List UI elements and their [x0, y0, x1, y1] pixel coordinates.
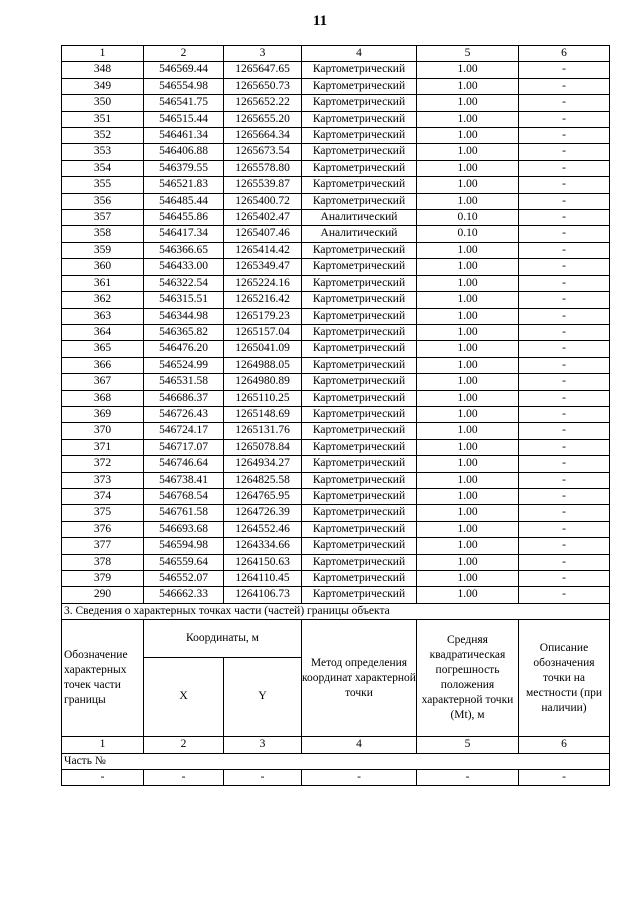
table-cell: 546569.44 [144, 62, 224, 78]
table-cell: 1265655.20 [224, 111, 302, 127]
table-cell: Картометрический [302, 538, 417, 554]
table-cell: - [519, 62, 610, 78]
table-cell: 1.00 [417, 488, 519, 504]
table-cell: 1.00 [417, 341, 519, 357]
table-cell: - [519, 128, 610, 144]
table-cell: - [519, 210, 610, 226]
table-row [62, 128, 610, 144]
table-cell: 363 [62, 308, 144, 324]
table-cell: 546594.98 [144, 538, 224, 554]
table-cell: 1264765.95 [224, 488, 302, 504]
table-cell: 1265148.69 [224, 406, 302, 422]
table-cell: 1265673.54 [224, 144, 302, 160]
table-cell: 546417.34 [144, 226, 224, 242]
table-cell: 0.10 [417, 210, 519, 226]
table-cell: 1.00 [417, 308, 519, 324]
table-cell: 546552.07 [144, 571, 224, 587]
table-cell: Картометрический [302, 78, 417, 94]
table-cell: 1264110.45 [224, 571, 302, 587]
table-cell: 1265402.47 [224, 210, 302, 226]
table-cell: - [519, 374, 610, 390]
table-cell: 364 [62, 324, 144, 340]
table-cell: - [519, 177, 610, 193]
table-cell: - [519, 275, 610, 291]
table-cell: 348 [62, 62, 144, 78]
table-cell: - [519, 390, 610, 406]
table-cell: - [519, 521, 610, 537]
table-row [62, 456, 610, 472]
table-cell: Картометрический [302, 144, 417, 160]
table-cell: 370 [62, 423, 144, 439]
table-cell: 366 [62, 357, 144, 373]
part-label: Часть № [62, 753, 610, 769]
table-cell: 546406.88 [144, 144, 224, 160]
table-cell: 1264825.58 [224, 472, 302, 488]
table-row [62, 95, 610, 111]
table-cell: 1.00 [417, 259, 519, 275]
table-cell: 1265157.04 [224, 324, 302, 340]
table-cell: 359 [62, 242, 144, 258]
table-cell: Картометрический [302, 406, 417, 422]
table-cell: 1.00 [417, 193, 519, 209]
table-cell: - [519, 226, 610, 242]
section3-title-row [62, 603, 610, 619]
table-cell: 355 [62, 177, 144, 193]
table-row [62, 210, 610, 226]
header-y: Y [224, 657, 302, 737]
table-cell: 368 [62, 390, 144, 406]
empty-row: - - - - - - [62, 770, 610, 786]
table-cell: 546738.41 [144, 472, 224, 488]
table-cell: - [519, 144, 610, 160]
table-cell: 1265407.46 [224, 226, 302, 242]
table-cell: Картометрический [302, 341, 417, 357]
table-cell: 352 [62, 128, 144, 144]
table-cell: - [519, 324, 610, 340]
table-cell: 546724.17 [144, 423, 224, 439]
table-cell: - [519, 292, 610, 308]
table-cell: Картометрический [302, 587, 417, 603]
table-cell: - [519, 341, 610, 357]
table-cell: Картометрический [302, 62, 417, 78]
table-cell: 378 [62, 554, 144, 570]
table-row [62, 439, 610, 455]
table-cell: 546554.98 [144, 78, 224, 94]
table-cell: Картометрический [302, 505, 417, 521]
table-cell: 349 [62, 78, 144, 94]
header-description: Описание обозначения точки на местности (при наличии) [519, 620, 610, 737]
header-error: Средняя квадратическая погрешность положения характерной точки (Mt), м [417, 620, 519, 737]
table-cell: 546761.58 [144, 505, 224, 521]
table-cell: 1.00 [417, 439, 519, 455]
table-cell: - [519, 259, 610, 275]
table-cell: 546524.99 [144, 357, 224, 373]
table-cell: 1.00 [417, 406, 519, 422]
table-cell: 1.00 [417, 423, 519, 439]
table-cell: 1.00 [417, 472, 519, 488]
page-number: 11 [312, 13, 328, 29]
table-cell: 1.00 [417, 390, 519, 406]
table-row [62, 374, 610, 390]
table-cell: 1265664.34 [224, 128, 302, 144]
table-cell: 1265578.80 [224, 160, 302, 176]
table-row [62, 488, 610, 504]
table-row [62, 587, 610, 603]
table-cell: 546531.58 [144, 374, 224, 390]
table-row [62, 226, 610, 242]
table-cell: 1.00 [417, 275, 519, 291]
table-cell: 1265539.87 [224, 177, 302, 193]
table-cell: 1264934.27 [224, 456, 302, 472]
table-row [62, 538, 610, 554]
table-cell: 1265041.09 [224, 341, 302, 357]
table-row [62, 160, 610, 176]
table-row [62, 571, 610, 587]
table-cell: 546485.44 [144, 193, 224, 209]
table-cell: Картометрический [302, 111, 417, 127]
table-cell: 546726.43 [144, 406, 224, 422]
table-cell: - [519, 423, 610, 439]
table-cell: 376 [62, 521, 144, 537]
table-cell: 546686.37 [144, 390, 224, 406]
table-cell: 546366.65 [144, 242, 224, 258]
table-cell: 350 [62, 95, 144, 111]
table-cell: 379 [62, 571, 144, 587]
table-cell: 1265078.84 [224, 439, 302, 455]
table-cell: 1.00 [417, 242, 519, 258]
table-cell: 367 [62, 374, 144, 390]
table-row [62, 259, 610, 275]
table-row [62, 242, 610, 258]
table-cell: 1265647.65 [224, 62, 302, 78]
table-cell: Картометрический [302, 324, 417, 340]
table-cell: 1264150.63 [224, 554, 302, 570]
table-cell: Картометрический [302, 357, 417, 373]
table-cell: 1.00 [417, 62, 519, 78]
table-cell: 354 [62, 160, 144, 176]
table-cell: Картометрический [302, 128, 417, 144]
table-cell: 1264726.39 [224, 505, 302, 521]
table-cell: 1.00 [417, 160, 519, 176]
column-number-row: 1 2 3 4 5 6 [62, 46, 610, 62]
table-cell: 372 [62, 456, 144, 472]
table-cell: 546365.82 [144, 324, 224, 340]
table-cell: - [519, 193, 610, 209]
table-cell: 1264106.73 [224, 587, 302, 603]
table-cell: Аналитический [302, 226, 417, 242]
table-cell: 375 [62, 505, 144, 521]
table-cell: 1264980.89 [224, 374, 302, 390]
table-cell: 361 [62, 275, 144, 291]
table-cell: 546379.55 [144, 160, 224, 176]
table-cell: 369 [62, 406, 144, 422]
table-row [62, 423, 610, 439]
table-cell: Картометрический [302, 308, 417, 324]
table-cell: 546768.54 [144, 488, 224, 504]
table-cell: 374 [62, 488, 144, 504]
header-method: Метод определения координат характерной точки [302, 620, 417, 737]
table-cell: 546717.07 [144, 439, 224, 455]
table-cell: 1.00 [417, 505, 519, 521]
table-cell: 546693.68 [144, 521, 224, 537]
table-row [62, 341, 610, 357]
table-cell: 546746.64 [144, 456, 224, 472]
table-row [62, 292, 610, 308]
table-cell: 1265131.76 [224, 423, 302, 439]
table-cell: 1265179.23 [224, 308, 302, 324]
table-cell: 546515.44 [144, 111, 224, 127]
table-cell: 1.00 [417, 324, 519, 340]
table-cell: Картометрический [302, 177, 417, 193]
table-cell: 1.00 [417, 177, 519, 193]
table-cell: - [519, 439, 610, 455]
table-cell: - [519, 406, 610, 422]
table-cell: 546322.54 [144, 275, 224, 291]
table-cell: 1265224.16 [224, 275, 302, 291]
table-row [62, 554, 610, 570]
table-row [62, 62, 610, 78]
table-row [62, 144, 610, 160]
table-cell: Картометрический [302, 374, 417, 390]
table-row [62, 177, 610, 193]
table-cell: 546315.51 [144, 292, 224, 308]
table-cell: - [519, 357, 610, 373]
table-cell: 358 [62, 226, 144, 242]
table-cell: - [519, 242, 610, 258]
table-cell: 1265414.42 [224, 242, 302, 258]
table-cell: 546559.64 [144, 554, 224, 570]
table-cell: - [519, 571, 610, 587]
table-row [62, 390, 610, 406]
table-row [62, 193, 610, 209]
table-cell: Картометрический [302, 554, 417, 570]
table-row [62, 78, 610, 94]
table-cell: 373 [62, 472, 144, 488]
table-cell: - [519, 456, 610, 472]
section3-column-number-row: 1 2 3 4 5 6 [62, 737, 610, 753]
table-cell: 546476.20 [144, 341, 224, 357]
table-cell: 356 [62, 193, 144, 209]
header-x: X [144, 657, 224, 737]
table-cell: - [519, 538, 610, 554]
table-cell: 546455.86 [144, 210, 224, 226]
table-row [62, 406, 610, 422]
table-cell: 1265110.25 [224, 390, 302, 406]
table-cell: Картометрический [302, 571, 417, 587]
table-cell: 546541.75 [144, 95, 224, 111]
table-cell: 1.00 [417, 587, 519, 603]
table-cell: - [519, 505, 610, 521]
table-cell: 1264988.05 [224, 357, 302, 373]
table-cell: 0.10 [417, 226, 519, 242]
table-row [62, 505, 610, 521]
table-cell: 351 [62, 111, 144, 127]
table-cell: Картометрический [302, 160, 417, 176]
table-cell: 546521.83 [144, 177, 224, 193]
table-cell: 1.00 [417, 111, 519, 127]
table-cell: Картометрический [302, 439, 417, 455]
table-cell: 546461.34 [144, 128, 224, 144]
table-cell: 1.00 [417, 144, 519, 160]
table-cell: Картометрический [302, 488, 417, 504]
table-cell: 1264552.46 [224, 521, 302, 537]
table-cell: Картометрический [302, 390, 417, 406]
header-coordinates: Координаты, м [144, 620, 302, 657]
table-cell: Картометрический [302, 423, 417, 439]
part-label-row [62, 753, 610, 769]
table-cell: 365 [62, 341, 144, 357]
table-cell: 1265400.72 [224, 193, 302, 209]
table-cell: 1.00 [417, 95, 519, 111]
table-cell: 1265349.47 [224, 259, 302, 275]
header-designation: Обозначение характерных точек части границы [62, 620, 144, 737]
table-cell: 1.00 [417, 128, 519, 144]
table-cell: Картометрический [302, 275, 417, 291]
table-cell: 353 [62, 144, 144, 160]
points-table [61, 45, 610, 786]
table-cell: - [519, 95, 610, 111]
table-row [62, 472, 610, 488]
table-cell: 1.00 [417, 538, 519, 554]
table-row [62, 111, 610, 127]
table-cell: 290 [62, 587, 144, 603]
table-cell: 1.00 [417, 357, 519, 373]
section3-title: 3. Сведения о характерных точках части (частей) границы объекта [62, 603, 610, 619]
table-cell: 546433.00 [144, 259, 224, 275]
table-cell: Картометрический [302, 292, 417, 308]
table-cell: Картометрический [302, 95, 417, 111]
table-cell: - [519, 587, 610, 603]
table-cell: - [519, 472, 610, 488]
table-cell: 362 [62, 292, 144, 308]
table-row [62, 521, 610, 537]
table-cell: 1265216.42 [224, 292, 302, 308]
table-row [62, 357, 610, 373]
table-cell: 357 [62, 210, 144, 226]
table-cell: 1.00 [417, 78, 519, 94]
table-cell: - [519, 554, 610, 570]
table-cell: - [519, 488, 610, 504]
table-cell: Аналитический [302, 210, 417, 226]
table-cell: 546662.33 [144, 587, 224, 603]
section3-header-row [62, 620, 610, 657]
table-row [62, 324, 610, 340]
table-row [62, 275, 610, 291]
table-cell: 1265652.22 [224, 95, 302, 111]
table-cell: Картометрический [302, 472, 417, 488]
table-cell: - [519, 308, 610, 324]
table-cell: 377 [62, 538, 144, 554]
table-cell: - [519, 160, 610, 176]
table-cell: - [519, 111, 610, 127]
table-cell: Картометрический [302, 193, 417, 209]
table-row [62, 308, 610, 324]
table-cell: 1.00 [417, 571, 519, 587]
table-cell: 1265650.73 [224, 78, 302, 94]
table-cell: 1.00 [417, 521, 519, 537]
table-cell: Картометрический [302, 242, 417, 258]
table-cell: 360 [62, 259, 144, 275]
table-cell: 1.00 [417, 554, 519, 570]
table-cell: Картометрический [302, 259, 417, 275]
table-cell: Картометрический [302, 456, 417, 472]
table-cell: 1.00 [417, 292, 519, 308]
table-cell: 546344.98 [144, 308, 224, 324]
table-cell: - [519, 78, 610, 94]
table-cell: 1.00 [417, 456, 519, 472]
table-cell: 371 [62, 439, 144, 455]
table-cell: 1.00 [417, 374, 519, 390]
table-cell: Картометрический [302, 521, 417, 537]
table-cell: 1264334.66 [224, 538, 302, 554]
